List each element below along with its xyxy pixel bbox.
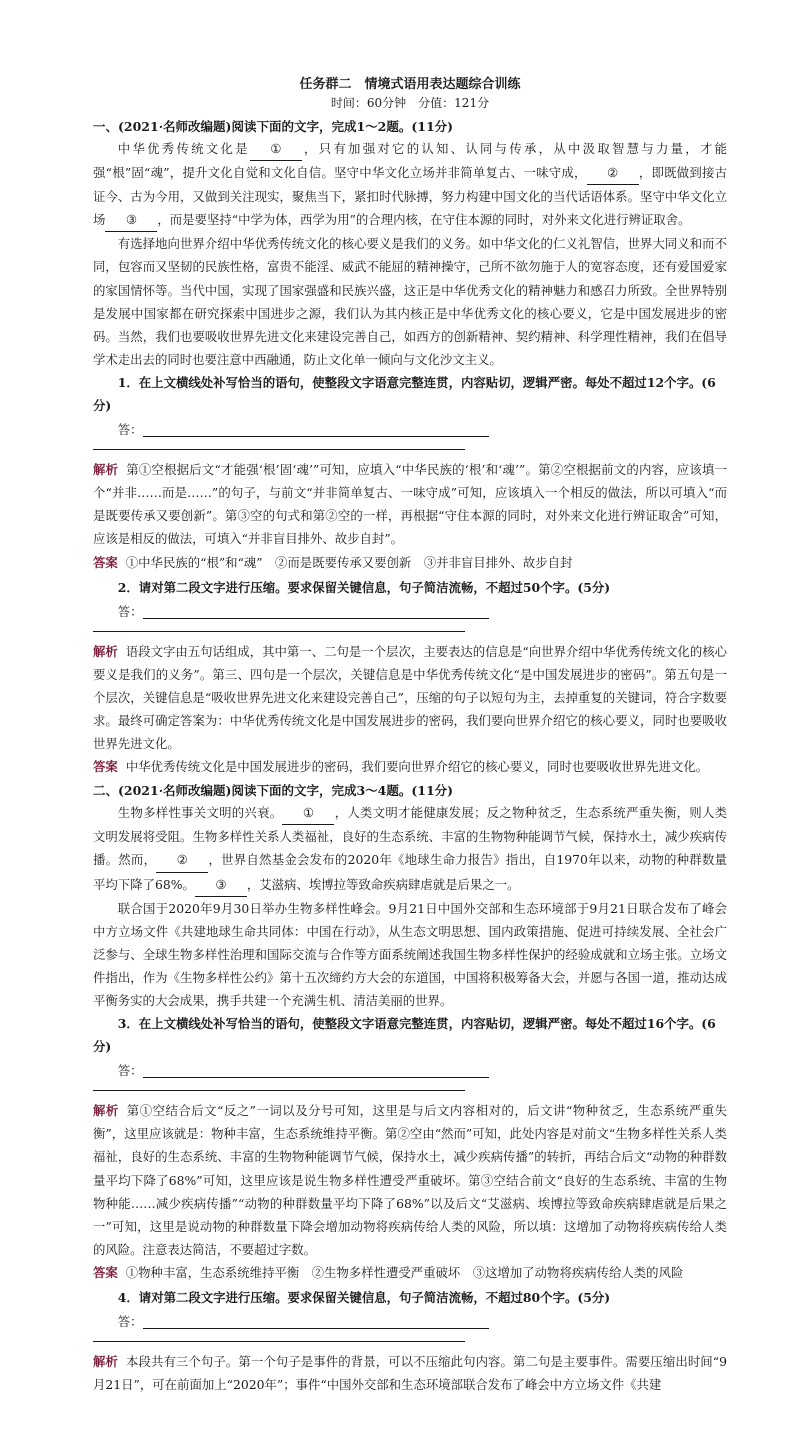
blank-3: ③ (195, 873, 247, 897)
question-3: 3．在上文横线处补写恰当的语句，使整段文字语意完整连贯，内容贴切，逻辑严密。每处不超过16个字。(6分) (93, 1016, 716, 1055)
answer-1: 答案 ①中华民族的“根”和“魂” ②而是既要传承又要创新 ③并非盲目排外、故步自封 (93, 554, 573, 570)
blank-1: ① (282, 801, 334, 825)
answer-line-2[interactable]: 答： (93, 599, 727, 625)
question-1: 1．在上文横线处补写恰当的语句，使整段文字语意完整连贯，内容贴切，逻辑严密。每处不超过12个字。(6分) (93, 374, 716, 414)
blank-2: ② (156, 848, 208, 872)
answer-blank-4[interactable] (143, 1312, 489, 1329)
answer-blank-2[interactable] (143, 602, 489, 619)
analysis-label: 解析 (93, 1354, 118, 1370)
divider (93, 1090, 465, 1091)
time-score: 时间：60分钟 分值：121分 (330, 96, 490, 110)
answer-blank-3[interactable] (143, 1061, 489, 1078)
analysis-label: 解析 (93, 462, 119, 478)
divider (93, 1341, 465, 1342)
analysis-3: 解析 第①空结合后文“反之”一词以及分号可知，这里是与后文内容相对的，后文讲“物种贫乏，生态系统严重失衡”，这里应该就是：物种丰富，生态系统维持平衡。第②空由“然而”可知，此处内容是对前文“生物多样性关系人类福祉，良好的生态系统、丰富的生物物种能调节气候，保持水土，减少疾病传播”的转折，再结合后文“动物的种群数量平均下降了68%”可知，这里应该是说生物多样性遭受严重破坏。第③空结合前文“良好的生态系统、丰富的生物物种能……减少疾病传播”“动物的种群数量平均下降了68%”以及后文“艾滋病、埃博拉等致命疾病肆虐就是后果之一”可知，这里是说动物的种群数量下降会增加动物将疾病传给人类的风险，所以填：这增加了动物将疾病传给人类的风险。注意表达简洁，不要超过字数。 (93, 1103, 727, 1257)
analysis-label: 解析 (93, 1103, 119, 1119)
blank-1: ① (250, 137, 302, 161)
blank-3: ③ (105, 208, 157, 232)
answer-blank-1[interactable] (143, 420, 489, 437)
section-2-heading: 二、(2021·名师改编题)阅读下面的文字，完成3～4题。(11分) (93, 783, 454, 799)
answer-label: 答案 (93, 1264, 118, 1280)
passage-2-paragraph-2: 联合国于2020年9月30日举办生物多样性峰会。9月21日中国外交部和生态环境部于9月21日联合发布了峰会中方立场文件《共建地球生命共同体：中国在行动》，从生态文明思想、国内政策措施、促进可持续发展、全社会广泛参与、全球生物多样性治理和国际交流与合作等方面系统阐述我国生物多样性保护的经验成就和立场主张。立场文件指出，作为《生物多样性公约》第十五次缔约方大会的东道国，中国将积极筹备大会，并愿与各国一道，推动达成平衡务实的大会成果，携手共建一个充满生机、清洁美丽的世界。 (93, 900, 727, 1008)
analysis-label: 解析 (93, 643, 118, 659)
passage-1-paragraph-2: 有选择地向世界介绍中华优秀传统文化的核心要义是我们的义务。如中华文化的仁义礼智信，世界大同义和而不同，包容而又坚韧的民族性格，富贵不能淫、威武不能屈的精神操守，己所不欲勿施于人的宽容态度，还有爱国爱家的家国情怀等。当代中国，实现了国家强盛和民族兴盛，这正是中华优秀文化的精神魅力和感召力所致。全世界特别是发展中国家都在研究探索中国进步之源，我们认为其内核正是中华优秀文化的核心要义，它是中国发展进步的密码。当然，我们也要吸收世界先进文化来建设完善自己，如西方的创新精神、契约精神、科学理性精神，我们在倡导学术走出去的同时也要注意中西融通，防止文化单一倾向与文化沙文主义。 (93, 236, 727, 367)
passage-1-paragraph-1: 中华优秀传统文化是 ① ，只有加强对它的认知、认同与传承，从中汲取智慧与力量，才能强“根”固“魂”，提升文化自觉和文化自信。坚守中华文化立场并非简单复古、一味守成， ② ，即既做到接古证今、古为今用，又做到关注现实，聚焦当下，紧扣时代脉搏，努力构建中国文化的当代话语体系。坚守中华文化立场 ③ ，而是要坚持“中学为体，西学为用”的合理内核，在守住本源的同时，对外来文化进行辨证取舍。 (93, 137, 727, 232)
answer-line-4[interactable]: 答： (93, 1309, 727, 1335)
analysis-4: 解析 本段共有三个句子。第一个句子是事件的背景，可以不压缩此句内容。第二句是主要事件。需要压缩出时间“9月21日”，可在前面加上“2020年”；事件“中国外交部和生态环境部联合发布了峰会中方立场文件《共建 (93, 1354, 728, 1393)
divider (93, 631, 465, 632)
analysis-1: 解析 第①空根据后文“才能强‘根’固‘魂’”可知，应填入“中华民族的‘根’和‘魂’”。第②空根据前文的内容，应该填一个“并非……而是……”的句子，与前文“并非简单复古、一味守成”可知，应该填入一个相反的做法，所以可填入“而是既要传承又要创新”。第③空的句式和第②空的一样，再根据“守住本源的同时，对外来文化进行辨证取舍”可知，应该是相反的做法，可填入“并非盲目排外、故步自封”。 (93, 462, 727, 547)
blank-2: ② (587, 161, 639, 185)
section-1-heading: 一、(2021·名师改编题)阅读下面的文字，完成1～2题。(11分) (93, 119, 454, 134)
question-2: 2．请对第二段文字进行压缩。要求保留关键信息，句子简洁流畅，不超过50个字。(5分) (117, 579, 611, 595)
answer-3: 答案 ①物种丰富，生态系统维持平衡 ②生物多样性遭受严重破坏 ③这增加了动物将疾病传给人类的风险 (93, 1264, 684, 1280)
answer-line-3[interactable]: 答： (93, 1058, 727, 1084)
answer-label: 答案 (93, 554, 118, 570)
answer-line-1[interactable]: 答： (93, 417, 727, 443)
divider (93, 449, 465, 450)
passage-2-paragraph-1: 生物多样性事关文明的兴衰。 ① ，人类文明才能健康发展；反之物种贫乏，生态系统严重失衡，则人类文明发展将受阻。生物多样性关系人类福祉，良好的生态系统、丰富的生物物种能调节气候，保持水土，减少疾病传播。然而， ② ，世界自然基金会发布的2020年《地球生命力报告》指出，自1970年以来，动物的种群数量平均下降了68%。 ③ ，艾滋病、埃博拉等致命疾病肆虐就是后果之一。 (93, 801, 727, 896)
analysis-2: 解析 语段文字由五句话组成，其中第一、二句是一个层次，主要表达的信息是“向世界介绍中华优秀传统文化的核心要义是我们的义务”。第三、四句是一个层次，关键信息是中华优秀传统文化“是中国发展进步的密码”。第五句是一个层次，关键信息是“吸收世界先进文化来建设完善自己”，压缩的句子以短句为主，去掉重复的关键词，符合字数要求。最终可确定答案为：中华优秀传统文化是中国发展进步的密码，我们要向世界介绍它的核心要义，同时也要吸收世界先进文化。 (93, 643, 728, 752)
answer-label: 答案 (93, 759, 118, 775)
page-title: 任务群二 情境式语用表达题综合训练 (299, 77, 521, 92)
question-4: 4．请对第二段文字进行压缩。要求保留关键信息，句子简洁流畅，不超过80个字。(5分) (117, 1290, 611, 1306)
document-page (93, 76, 727, 1396)
answer-2: 答案 中华优秀传统文化是中国发展进步的密码，我们要向世界介绍它的核心要义，同时也要吸收世界先进文化。 (93, 759, 709, 775)
